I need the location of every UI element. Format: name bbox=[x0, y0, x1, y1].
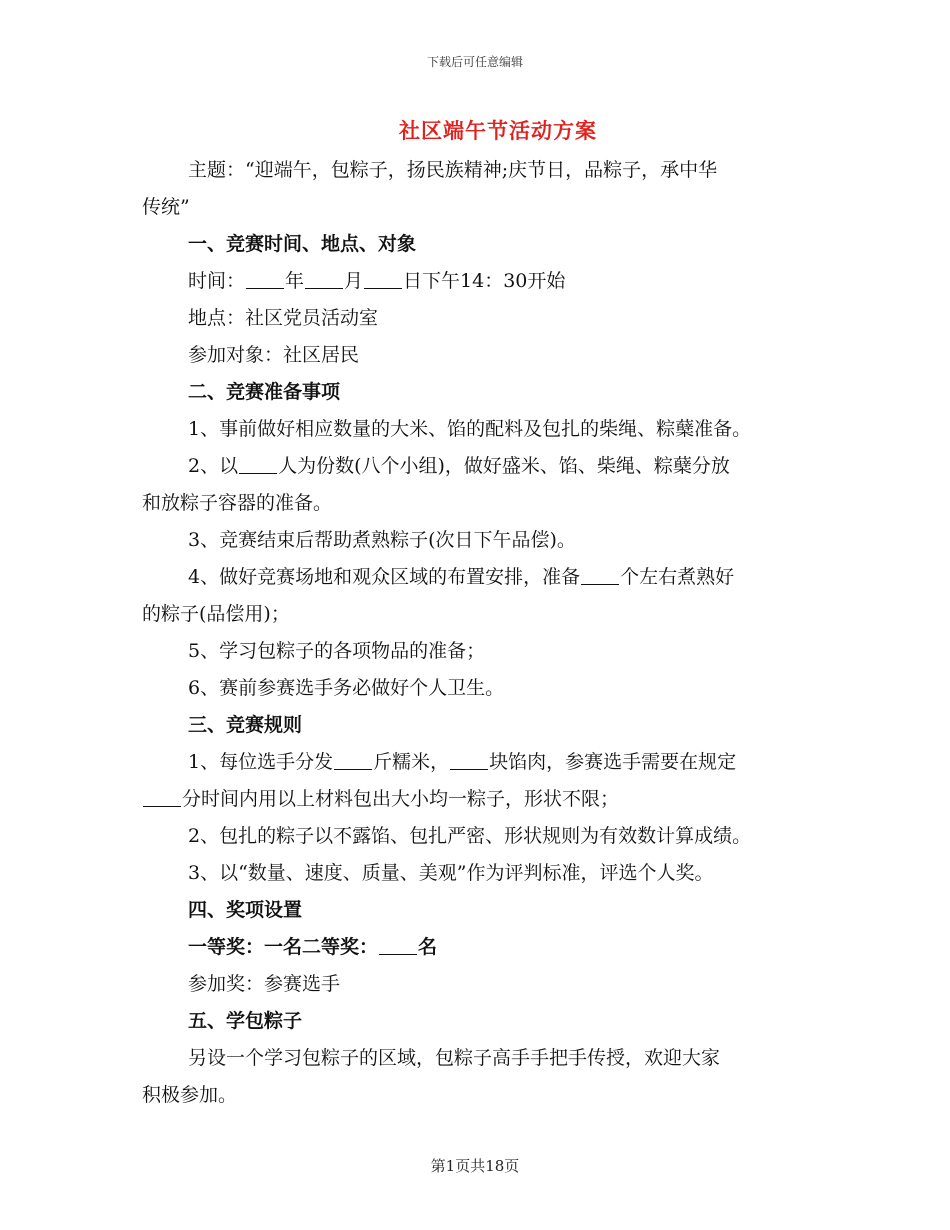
prize-line bbox=[142, 929, 822, 966]
prep-item-4 bbox=[142, 559, 822, 596]
time-year: 年 bbox=[285, 270, 305, 292]
rule-1 bbox=[142, 744, 822, 781]
prep-item-5: 5、学习包粽子的各项物品的准备； bbox=[188, 640, 486, 662]
prize-text: 一等奖：一名二等奖： bbox=[188, 936, 379, 958]
place-line: 地点：社区党员活动室 bbox=[188, 307, 379, 329]
participants-line: 参加对象：社区居民 bbox=[188, 344, 360, 366]
prep-item-2-start: 2、以 bbox=[188, 455, 239, 477]
rule-1-mid: 斤糯米， bbox=[373, 751, 450, 773]
prep-item-4-cont: 的粽子(品偿用)； bbox=[142, 603, 290, 625]
second-prize-blank bbox=[379, 934, 417, 955]
day-blank bbox=[364, 268, 402, 289]
participation-prize: 参加奖：参赛选手 bbox=[188, 973, 341, 995]
time-line bbox=[142, 263, 822, 300]
rule-1-cont-text: 分时间内用以上材料包出大小均一粽子，形状不限； bbox=[182, 788, 620, 810]
theme-line-1: 主题：“迎端午，包粽子，扬民族精神;庆节日，品粽子，承中华 bbox=[188, 159, 718, 181]
year-blank bbox=[246, 268, 284, 289]
time-prefix: 时间： bbox=[188, 270, 246, 292]
people-blank bbox=[239, 453, 277, 474]
time-rest: 日下午14：30开始 bbox=[403, 270, 566, 292]
prep-item-6: 6、赛前参赛选手务必做好个人卫生。 bbox=[188, 677, 505, 699]
page-footer: 第1页共18页 bbox=[430, 1157, 520, 1175]
document-body bbox=[142, 152, 822, 1114]
prep-item-2 bbox=[142, 448, 822, 485]
prep-item-1: 1、事前做好相应数量的大米、馅的配料及包扎的柴绳、粽蘖准备。 bbox=[188, 418, 752, 440]
prep-item-4-end: 个左右煮熟好 bbox=[620, 566, 735, 588]
learn-text-1: 另设一个学习包粽子的区域，包粽子高手手把手传授，欢迎大家 bbox=[188, 1047, 721, 1069]
section-heading-1: 一、竞赛时间、地点、对象 bbox=[188, 233, 417, 255]
minutes-blank bbox=[143, 786, 181, 807]
rule-1-end: 块馅肉，参赛选手需要在规定 bbox=[489, 751, 737, 773]
meat-blank bbox=[450, 749, 488, 770]
prize-unit: 名 bbox=[418, 936, 438, 958]
learn-text-2: 积极参加。 bbox=[142, 1084, 238, 1106]
theme-line-2: 传统” bbox=[142, 196, 190, 218]
time-month: 月 bbox=[344, 270, 364, 292]
prep-item-2-end: 人为份数(八个小组)，做好盛米、馅、柴绳、粽蘖分放 bbox=[278, 455, 730, 477]
rice-blank bbox=[334, 749, 372, 770]
section-heading-3: 三、竞赛规则 bbox=[188, 714, 303, 736]
document-title: 社区端午节活动方案 bbox=[399, 118, 597, 143]
section-heading-5: 五、学包粽子 bbox=[188, 1010, 303, 1032]
zongzi-count-blank bbox=[581, 564, 619, 585]
section-heading-2: 二、竞赛准备事项 bbox=[188, 381, 341, 403]
rule-1-cont bbox=[142, 781, 822, 818]
prep-item-4-start: 4、做好竞赛场地和观众区域的布置安排，准备 bbox=[188, 566, 581, 588]
rule-1-start: 1、每位选手分发 bbox=[188, 751, 334, 773]
header-note: 下载后可任意编辑 bbox=[426, 55, 523, 69]
section-heading-4: 四、奖项设置 bbox=[188, 899, 303, 921]
prep-item-2-cont: 和放粽子容器的准备。 bbox=[142, 492, 333, 514]
month-blank bbox=[305, 268, 343, 289]
prep-item-3: 3、竞赛结束后帮助煮熟粽子(次日下午品偿)。 bbox=[188, 529, 576, 551]
rule-3: 3、以“数量、速度、质量、美观”作为评判标准，评选个人奖。 bbox=[188, 862, 714, 884]
rule-2: 2、包扎的粽子以不露馅、包扎严密、形状规则为有效数计算成绩。 bbox=[188, 825, 752, 847]
